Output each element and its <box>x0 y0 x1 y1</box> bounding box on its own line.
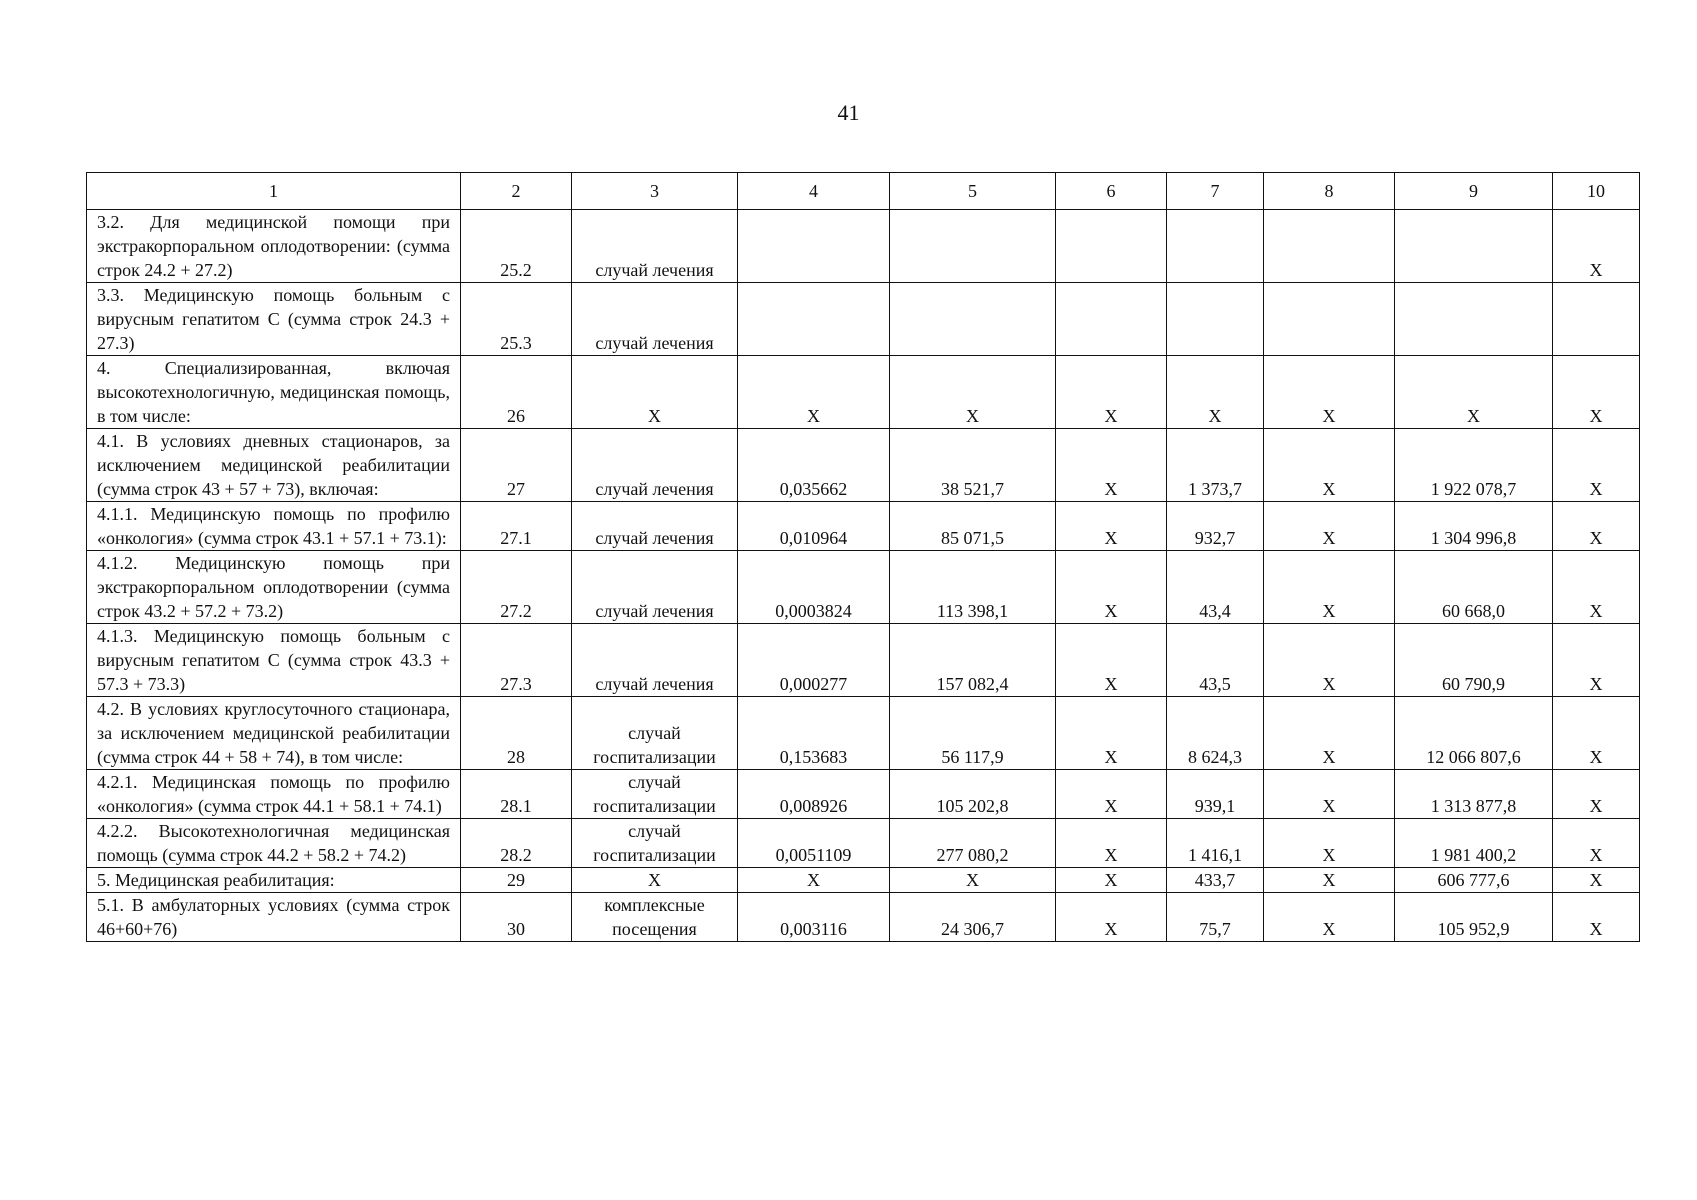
cell-value <box>1395 283 1553 356</box>
cell-value: X <box>1264 868 1395 893</box>
cell-value: 0,000277 <box>738 624 890 697</box>
data-table <box>86 172 1640 942</box>
row-name: 4.2. В условиях круглосуточного стационара, за исключением медицинской реабилитации (сумма строк 44 + 58 + 74), в том числе: <box>87 697 461 770</box>
table-row <box>87 770 1640 819</box>
cell-value <box>1167 210 1264 283</box>
row-name: 4.1.3. Медицинскую помощь больным с вирусным гепатитом С (сумма строк 43.3 + 57.3 + 73.3) <box>87 624 461 697</box>
page-number: 41 <box>837 100 860 125</box>
column-header: 6 <box>1056 173 1167 210</box>
row-name: 4.2.2. Высокотехнологичная медицинская помощь (сумма строк 44.2 + 58.2 + 74.2) <box>87 819 461 868</box>
cell-value: 8 624,3 <box>1167 697 1264 770</box>
cell-value: X <box>1264 770 1395 819</box>
cell-value: 1 922 078,7 <box>1395 429 1553 502</box>
cell-value: 606 777,6 <box>1395 868 1553 893</box>
header-row <box>87 173 1640 210</box>
column-header: 1 <box>87 173 461 210</box>
cell-value: X <box>1553 819 1640 868</box>
cell-value: 277 080,2 <box>890 819 1056 868</box>
table-row <box>87 624 1640 697</box>
row-unit: случай лечения <box>572 429 738 502</box>
cell-value: X <box>1264 819 1395 868</box>
cell-value: 932,7 <box>1167 502 1264 551</box>
column-header: 4 <box>738 173 890 210</box>
cell-value: X <box>1056 429 1167 502</box>
row-name: 4.1.2. Медицинскую помощь при экстракорпоральном оплодотворении (сумма строк 43.2 + 57.2 + 73.2) <box>87 551 461 624</box>
cell-value: X <box>1553 770 1640 819</box>
row-line-number: 28.1 <box>461 770 572 819</box>
row-unit: случай госпитализации <box>572 770 738 819</box>
cell-value <box>1167 283 1264 356</box>
column-header: 5 <box>890 173 1056 210</box>
cell-value: 105 952,9 <box>1395 893 1553 942</box>
column-header: 9 <box>1395 173 1553 210</box>
cell-value: 43,4 <box>1167 551 1264 624</box>
table-row <box>87 356 1640 429</box>
cell-value: X <box>1056 502 1167 551</box>
cell-value: 43,5 <box>1167 624 1264 697</box>
cell-value: 0,010964 <box>738 502 890 551</box>
table-row <box>87 551 1640 624</box>
cell-value: X <box>1056 868 1167 893</box>
cell-value: X <box>1264 893 1395 942</box>
row-line-number: 27.2 <box>461 551 572 624</box>
cell-value: X <box>1264 356 1395 429</box>
cell-value: 0,003116 <box>738 893 890 942</box>
cell-value: X <box>1553 868 1640 893</box>
row-line-number: 28 <box>461 697 572 770</box>
cell-value: X <box>738 356 890 429</box>
row-line-number: 25.2 <box>461 210 572 283</box>
column-header: 8 <box>1264 173 1395 210</box>
cell-value: X <box>1553 624 1640 697</box>
row-line-number: 27 <box>461 429 572 502</box>
row-unit: случай госпитализации <box>572 819 738 868</box>
row-line-number: 28.2 <box>461 819 572 868</box>
cell-value: 0,008926 <box>738 770 890 819</box>
row-line-number: 26 <box>461 356 572 429</box>
row-name: 3.3. Медицинскую помощь больным с вирусным гепатитом С (сумма строк 24.3 + 27.3) <box>87 283 461 356</box>
cell-value: X <box>890 868 1056 893</box>
cell-value: 38 521,7 <box>890 429 1056 502</box>
cell-value: X <box>1056 624 1167 697</box>
row-line-number: 30 <box>461 893 572 942</box>
cell-value <box>1395 210 1553 283</box>
cell-value: X <box>1264 429 1395 502</box>
cell-value: 0,035662 <box>738 429 890 502</box>
row-line-number: 27.1 <box>461 502 572 551</box>
cell-value: X <box>1553 429 1640 502</box>
cell-value <box>1264 210 1395 283</box>
row-unit: случай лечения <box>572 624 738 697</box>
row-name: 4.1. В условиях дневных стационаров, за исключением медицинской реабилитации (сумма строк 43 + 57 + 73), включая: <box>87 429 461 502</box>
cell-value: 0,0003824 <box>738 551 890 624</box>
row-name: 5. Медицинская реабилитация: <box>87 868 461 893</box>
row-line-number: 25.3 <box>461 283 572 356</box>
cell-value <box>1553 283 1640 356</box>
row-name: 5.1. В амбулаторных условиях (сумма строк 46+60+76) <box>87 893 461 942</box>
cell-value <box>738 210 890 283</box>
cell-value: X <box>1264 502 1395 551</box>
row-line-number: 29 <box>461 868 572 893</box>
table-row <box>87 502 1640 551</box>
cell-value: X <box>1553 697 1640 770</box>
cell-value: X <box>1056 770 1167 819</box>
cell-value: X <box>1553 893 1640 942</box>
cell-value: 60 668,0 <box>1395 551 1553 624</box>
table-row <box>87 210 1640 283</box>
cell-value: X <box>1167 356 1264 429</box>
row-unit: случай лечения <box>572 551 738 624</box>
cell-value: 939,1 <box>1167 770 1264 819</box>
cell-value: X <box>890 356 1056 429</box>
cell-value <box>890 210 1056 283</box>
row-unit: комплексные посещения <box>572 893 738 942</box>
cell-value: 85 071,5 <box>890 502 1056 551</box>
cell-value: 113 398,1 <box>890 551 1056 624</box>
cell-value: 157 082,4 <box>890 624 1056 697</box>
cell-value: 0,153683 <box>738 697 890 770</box>
cell-value <box>1264 283 1395 356</box>
cell-value: 0,0051109 <box>738 819 890 868</box>
table-row <box>87 819 1640 868</box>
cell-value: X <box>1056 819 1167 868</box>
row-unit: X <box>572 868 738 893</box>
cell-value: 1 981 400,2 <box>1395 819 1553 868</box>
cell-value: 1 373,7 <box>1167 429 1264 502</box>
cell-value: X <box>1553 502 1640 551</box>
cell-value: X <box>1264 624 1395 697</box>
cell-value: 105 202,8 <box>890 770 1056 819</box>
table-row <box>87 429 1640 502</box>
row-name: 4. Специализированная, включая высокотехнологичную, медицинская помощь, в том числе: <box>87 356 461 429</box>
table-row <box>87 868 1640 893</box>
cell-value: X <box>1553 356 1640 429</box>
row-unit: случай лечения <box>572 283 738 356</box>
cell-value: 433,7 <box>1167 868 1264 893</box>
cell-value: X <box>1056 551 1167 624</box>
cell-value: 24 306,7 <box>890 893 1056 942</box>
row-name: 3.2. Для медицинской помощи при экстракорпоральном оплодотворении: (сумма строк 24.2 + 27.2) <box>87 210 461 283</box>
cell-value: X <box>1056 356 1167 429</box>
row-line-number: 27.3 <box>461 624 572 697</box>
row-unit: случай лечения <box>572 502 738 551</box>
cell-value: 12 066 807,6 <box>1395 697 1553 770</box>
cell-value: 1 416,1 <box>1167 819 1264 868</box>
column-header: 7 <box>1167 173 1264 210</box>
column-header: 3 <box>572 173 738 210</box>
cell-value: X <box>1264 697 1395 770</box>
cell-value: 1 313 877,8 <box>1395 770 1553 819</box>
column-header: 2 <box>461 173 572 210</box>
table-row <box>87 697 1640 770</box>
cell-value: X <box>738 868 890 893</box>
cell-value: X <box>1553 210 1640 283</box>
cell-value <box>1056 210 1167 283</box>
column-header: 10 <box>1553 173 1640 210</box>
table-row <box>87 893 1640 942</box>
cell-value: X <box>1553 551 1640 624</box>
cell-value: X <box>1056 697 1167 770</box>
row-name: 4.1.1. Медицинскую помощь по профилю «онкология» (сумма строк 43.1 + 57.1 + 73.1): <box>87 502 461 551</box>
cell-value: X <box>1395 356 1553 429</box>
cell-value: 60 790,9 <box>1395 624 1553 697</box>
cell-value: 1 304 996,8 <box>1395 502 1553 551</box>
cell-value <box>1056 283 1167 356</box>
cell-value: X <box>1056 893 1167 942</box>
row-unit: X <box>572 356 738 429</box>
row-unit: случай госпитализации <box>572 697 738 770</box>
table-row <box>87 283 1640 356</box>
row-unit: случай лечения <box>572 210 738 283</box>
cell-value: X <box>1264 551 1395 624</box>
row-name: 4.2.1. Медицинская помощь по профилю «онкология» (сумма строк 44.1 + 58.1 + 74.1) <box>87 770 461 819</box>
cell-value <box>738 283 890 356</box>
cell-value: 75,7 <box>1167 893 1264 942</box>
cell-value <box>890 283 1056 356</box>
cell-value: 56 117,9 <box>890 697 1056 770</box>
